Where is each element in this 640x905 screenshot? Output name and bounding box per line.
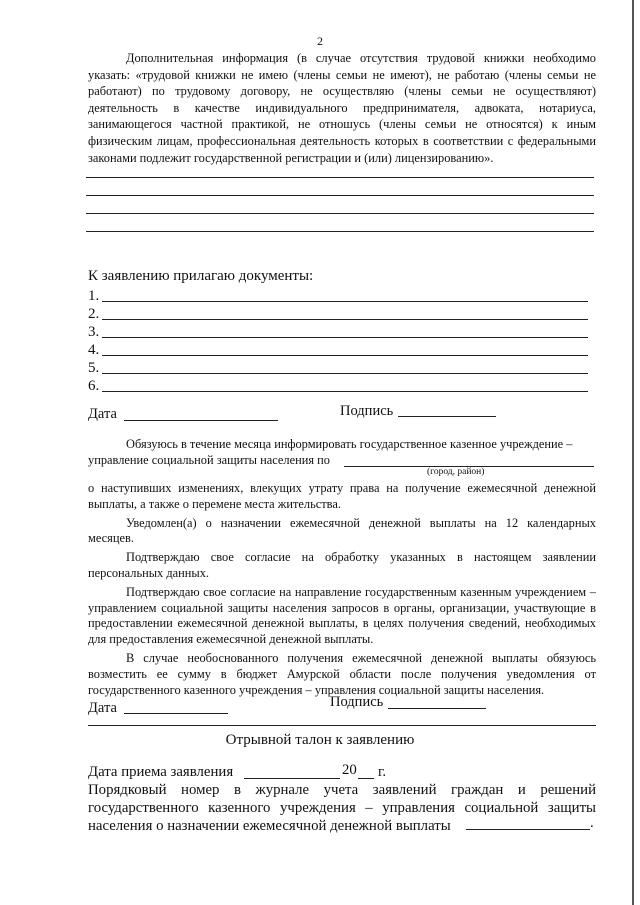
- obligation-line-1: Обязуюсь в течение месяца информировать государственное казенное учреждение –: [126, 437, 573, 451]
- acceptance-date-field[interactable]: [244, 778, 340, 779]
- obligation-line-3: о наступивших изменениях, влекущих утрату права на получение ежемесячной денежной выплаты, а также о перемене места жительства.: [88, 481, 596, 511]
- date-field[interactable]: [124, 420, 278, 421]
- consent-personal-paragraph: Подтверждаю свое согласие на обработку указанных в настоящем заявлении персональных данных.: [88, 550, 596, 580]
- document-line-3[interactable]: [102, 337, 588, 338]
- additional-info-line-3[interactable]: [86, 213, 594, 214]
- register-number-text: Порядковый номер в журнале учета заявлений граждан и решений государственного казенного учреждения – управления социальной защиты населения о назначении ежемесячной денежной выплаты: [88, 782, 596, 834]
- additional-info-line-1[interactable]: [86, 177, 594, 178]
- date-label-2: Дата: [88, 700, 117, 716]
- additional-info-line-2[interactable]: [86, 195, 594, 196]
- signature-label: Подпись: [340, 403, 394, 419]
- acceptance-date-label: Дата приема заявления: [88, 764, 234, 780]
- consent-requests-paragraph: Подтверждаю свое согласие на направление государственным казенным учреждением – управлением социальной защиты населения запросов в органы, организации, участвующие в предоставлении ежемесячной денежной выплаты, в целях получения сведений, необходимых для предоставления ежемесячной денежной выплаты.: [88, 584, 596, 647]
- date-field-2[interactable]: [124, 713, 228, 714]
- obligation-block: [88, 437, 596, 469]
- signature-field-2[interactable]: [388, 708, 486, 709]
- additional-info-line-4[interactable]: [86, 231, 594, 232]
- date-label: Дата: [88, 406, 117, 422]
- document-item-number: 1.: [88, 288, 100, 304]
- obligation-line-2-text: управление социальной защиты населения по: [88, 452, 330, 467]
- scan-edge: [632, 0, 634, 905]
- additional-info-paragraph: Дополнительная информация (в случае отсутствия трудовой книжки необходимо указать: «трудовой книжки не имею (члены семьи не имеют), не работаю (члены семьи не работают) по трудовому договору, не осуществляю (члены семьи не осуществляют) деятельность в качестве индивидуального предпринимателя, адвоката, нотариуса, занимающегося частной практикой, не отношусь (члены семьи не относятся) к иным физическим лицам, профессиональная деятельность которых в соответствии с федеральными законами подлежит государственной регистрации и (или) лицензированию».: [88, 51, 596, 165]
- page-number: 2: [317, 34, 323, 48]
- document-line-2[interactable]: [102, 319, 588, 320]
- year-suffix: г.: [378, 764, 387, 780]
- register-end-mark: .: [590, 815, 594, 831]
- tear-off-separator: [88, 725, 596, 726]
- document-line-4[interactable]: [102, 355, 588, 356]
- register-number-paragraph: [88, 782, 596, 835]
- city-district-note: (город, район): [427, 467, 485, 477]
- obligation-continuation: [88, 481, 596, 698]
- document-line-5[interactable]: [102, 373, 588, 374]
- document-item-number: 2.: [88, 306, 100, 322]
- document-line-1[interactable]: [102, 301, 588, 302]
- document-item-number: 6.: [88, 378, 100, 394]
- refund-paragraph: В случае необоснованного получения ежемесячной денежной выплаты обязуюсь возместить ее сумму в бюджет Амурской области после получения уведомления от государственного казенного учреждения – управления социальной защиты населения.: [88, 650, 596, 697]
- document-item-number: 4.: [88, 342, 100, 358]
- signature-field[interactable]: [398, 416, 496, 417]
- tear-off-title: Отрывной талон к заявлению: [225, 732, 415, 748]
- document-line-6[interactable]: [102, 391, 588, 392]
- document-item-number: 3.: [88, 324, 100, 340]
- year-field[interactable]: [358, 778, 374, 779]
- document-item-number: 5.: [88, 360, 100, 376]
- register-number-field[interactable]: [466, 829, 590, 830]
- year-prefix: 20: [342, 762, 357, 778]
- signature-label-2: Подпись: [330, 694, 384, 710]
- documents-title: К заявлению прилагаю документы:: [88, 268, 314, 284]
- notified-paragraph: Уведомлен(а) о назначении ежемесячной денежной выплаты на 12 календарных месяцев.: [88, 515, 596, 546]
